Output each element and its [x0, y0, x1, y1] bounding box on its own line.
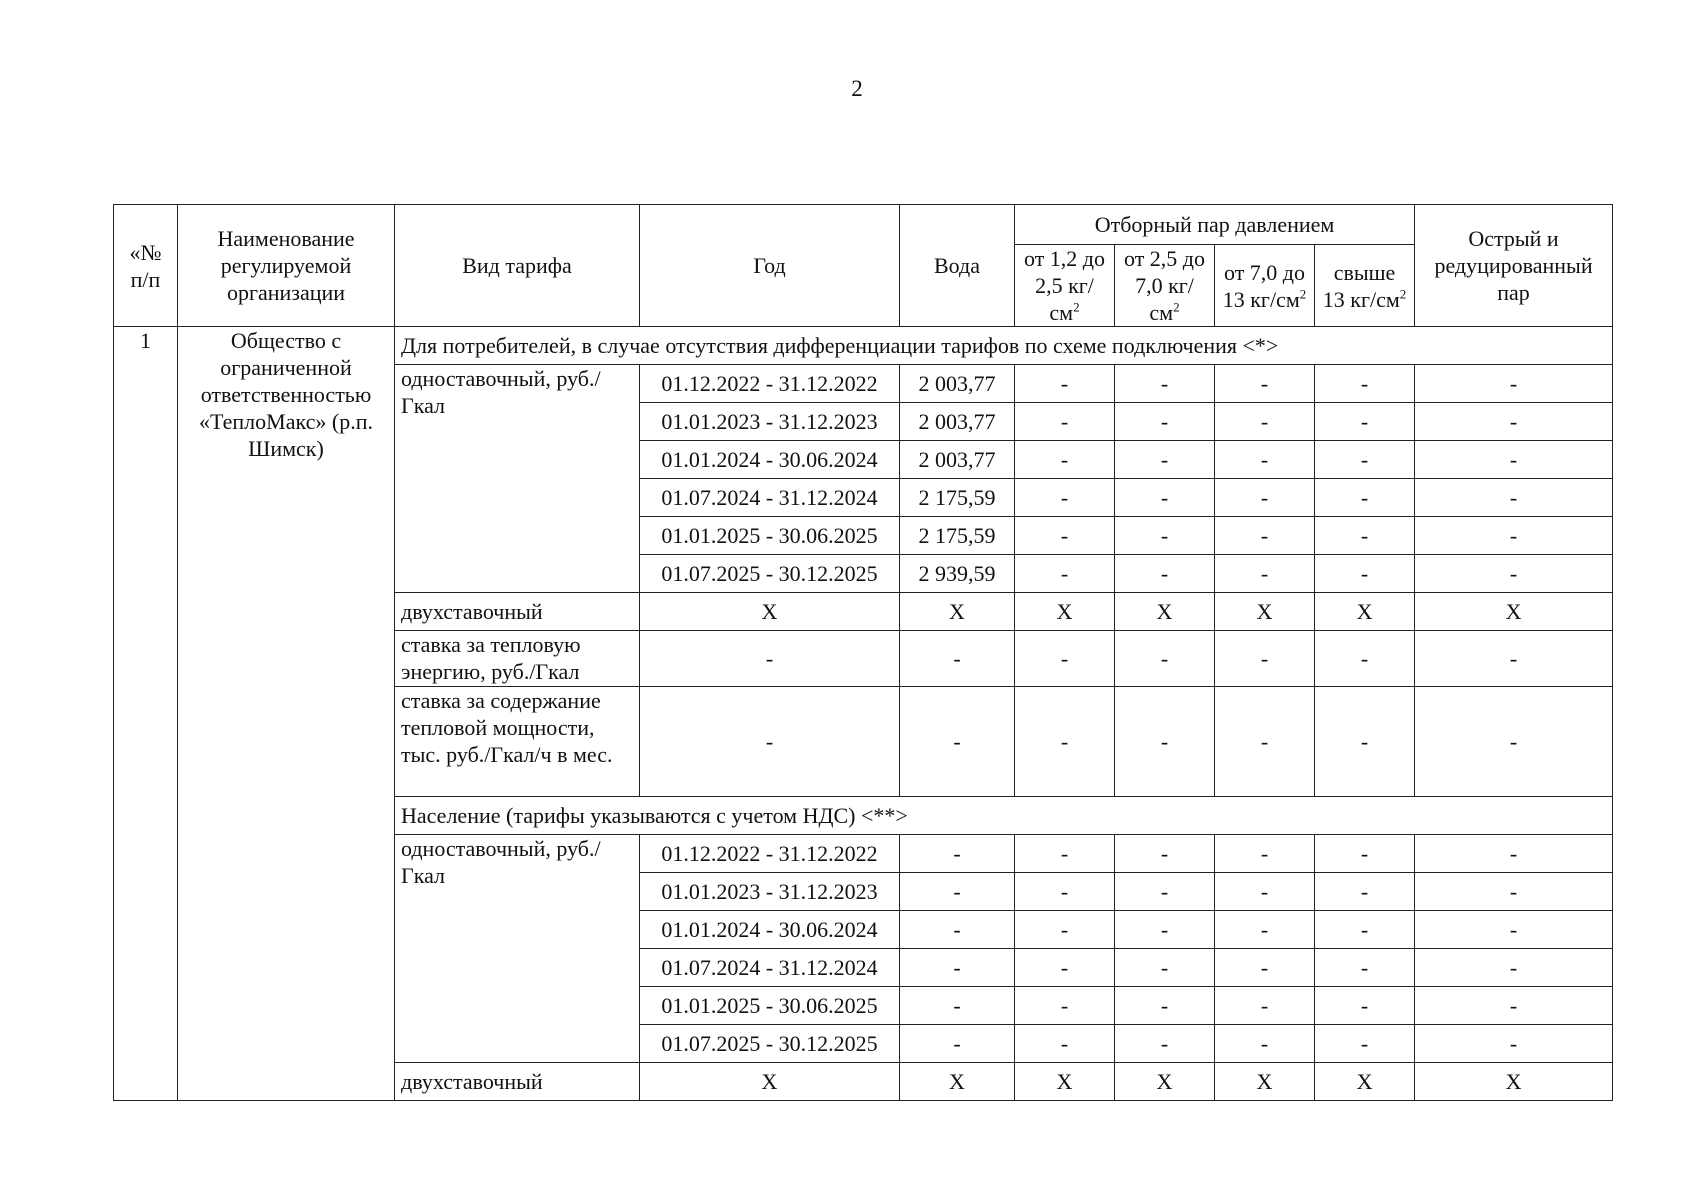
dash-cell: -: [640, 687, 900, 797]
period-cell: 01.01.2023 - 31.12.2023: [640, 403, 900, 441]
water-value: 2 175,59: [900, 479, 1015, 517]
header-pressure-2-sup: 2: [1173, 299, 1180, 315]
x-cell: X: [1015, 593, 1115, 631]
header-pressure-3: [1215, 245, 1315, 327]
org-name: Общество с ограниченной ответственностью «ТеплоМакс» (р.п. Шимск): [178, 327, 395, 1101]
dash-cell: -: [1415, 949, 1613, 987]
water-value: 2 003,77: [900, 441, 1015, 479]
x-cell: X: [1115, 1063, 1215, 1101]
dash-cell: -: [1115, 555, 1215, 593]
dash-cell: -: [1315, 441, 1415, 479]
dash-cell: -: [1415, 441, 1613, 479]
water-value: -: [900, 911, 1015, 949]
label-capacity-rate: ставка за содержание тепловой мощности, тыс. руб./Гкал/ч в мес.: [395, 687, 640, 797]
dash-cell: -: [1315, 987, 1415, 1025]
dash-cell: -: [1215, 555, 1315, 593]
dash-cell: -: [1315, 517, 1415, 555]
dash-cell: -: [1115, 987, 1215, 1025]
dash-cell: -: [1015, 555, 1115, 593]
period-cell: 01.01.2024 - 30.06.2024: [640, 441, 900, 479]
dash-cell: -: [1215, 911, 1315, 949]
x-cell: X: [1315, 1063, 1415, 1101]
dash-cell: -: [1115, 873, 1215, 911]
dash-cell: -: [1115, 911, 1215, 949]
section-population: Население (тарифы указываются с учетом НДС) <**>: [395, 797, 1613, 835]
x-cell: X: [900, 1063, 1015, 1101]
dash-cell: -: [1115, 631, 1215, 687]
header-pressure-3-sup: 2: [1299, 286, 1307, 302]
dash-cell: -: [1115, 479, 1215, 517]
label-two-rate-population: двухставочный: [395, 1063, 640, 1101]
dash-cell: -: [1415, 873, 1613, 911]
water-value: -: [900, 1025, 1015, 1063]
water-value: 2 939,59: [900, 555, 1015, 593]
dash-cell: -: [1115, 687, 1215, 797]
header-num: «№ п/п: [114, 205, 178, 327]
dash-cell: -: [1315, 479, 1415, 517]
dash-cell: -: [640, 631, 900, 687]
dash-cell: -: [1415, 517, 1613, 555]
x-cell: X: [640, 593, 900, 631]
header-selected-steam: Отборный пар давлением: [1015, 205, 1415, 245]
dash-cell: -: [1115, 949, 1215, 987]
header-pressure-1-sup: 2: [1073, 299, 1080, 315]
dash-cell: -: [900, 631, 1015, 687]
header-pressure-4-text: свыше 13 кг/см: [1322, 259, 1400, 312]
water-value: -: [900, 873, 1015, 911]
label-heat-rate: ставка за тепловую энергию, руб./Гкал: [395, 631, 640, 687]
dash-cell: -: [1215, 403, 1315, 441]
header-water: Вода: [900, 205, 1015, 327]
dash-cell: -: [1015, 873, 1115, 911]
dash-cell: -: [1315, 555, 1415, 593]
x-cell: X: [640, 1063, 900, 1101]
dash-cell: -: [1315, 949, 1415, 987]
dash-cell: -: [1215, 687, 1315, 797]
period-cell: 01.01.2024 - 30.06.2024: [640, 911, 900, 949]
org-number: 1: [114, 327, 178, 1101]
label-single-rate-population: одноставочный, руб./Гкал: [395, 835, 640, 1063]
dash-cell: -: [1015, 479, 1115, 517]
dash-cell: -: [1415, 479, 1613, 517]
dash-cell: -: [1415, 687, 1613, 797]
dash-cell: -: [1215, 949, 1315, 987]
x-cell: X: [1215, 593, 1315, 631]
dash-cell: -: [1315, 403, 1415, 441]
water-value: 2 003,77: [900, 365, 1015, 403]
dash-cell: -: [1015, 987, 1115, 1025]
x-cell: X: [1015, 1063, 1115, 1101]
dash-cell: -: [1215, 479, 1315, 517]
period-cell: 01.12.2022 - 31.12.2022: [640, 835, 900, 873]
dash-cell: -: [1415, 911, 1613, 949]
header-tariff-type: Вид тарифа: [395, 205, 640, 327]
period-cell: 01.01.2025 - 30.06.2025: [640, 987, 900, 1025]
dash-cell: -: [1115, 365, 1215, 403]
x-cell: X: [1215, 1063, 1315, 1101]
dash-cell: -: [1215, 365, 1315, 403]
period-cell: 01.12.2022 - 31.12.2022: [640, 365, 900, 403]
dash-cell: -: [1115, 835, 1215, 873]
dash-cell: -: [1115, 403, 1215, 441]
period-cell: 01.01.2023 - 31.12.2023: [640, 873, 900, 911]
dash-cell: -: [900, 687, 1015, 797]
period-cell: 01.07.2025 - 30.12.2025: [640, 555, 900, 593]
dash-cell: -: [1315, 365, 1415, 403]
dash-cell: -: [1215, 1025, 1315, 1063]
header-pressure-2: [1115, 245, 1215, 327]
water-value: -: [900, 987, 1015, 1025]
dash-cell: -: [1015, 949, 1115, 987]
dash-cell: -: [1015, 365, 1115, 403]
dash-cell: -: [1315, 687, 1415, 797]
dash-cell: -: [1315, 1025, 1415, 1063]
dash-cell: -: [1215, 441, 1315, 479]
header-pressure-4-sup: 2: [1399, 286, 1407, 302]
dash-cell: -: [1215, 631, 1315, 687]
header-organization: Наименование регулируемой организации: [178, 205, 395, 327]
dash-cell: -: [1415, 835, 1613, 873]
dash-cell: -: [1415, 403, 1613, 441]
label-single-rate-consumers: одноставочный, руб./Гкал: [395, 365, 640, 593]
header-sharp-steam: Острый и редуцированный пар: [1415, 205, 1613, 327]
period-cell: 01.07.2024 - 31.12.2024: [640, 479, 900, 517]
tariff-table: [113, 204, 1613, 1101]
dash-cell: -: [1315, 873, 1415, 911]
section-consumers: Для потребителей, в случае отсутствия дифференциации тарифов по схеме подключения <*>: [395, 327, 1613, 365]
x-cell: X: [1415, 1063, 1613, 1101]
dash-cell: -: [1015, 631, 1115, 687]
dash-cell: -: [1115, 1025, 1215, 1063]
water-value: 2 003,77: [900, 403, 1015, 441]
x-cell: X: [1115, 593, 1215, 631]
period-cell: 01.07.2025 - 30.12.2025: [640, 1025, 900, 1063]
x-cell: X: [1415, 593, 1613, 631]
header-pressure-1-text: от 1,2 до 2,5 кг/см: [1023, 246, 1106, 325]
period-cell: 01.01.2025 - 30.06.2025: [640, 517, 900, 555]
dash-cell: -: [1215, 873, 1315, 911]
dash-cell: -: [1015, 517, 1115, 555]
dash-cell: -: [1015, 1025, 1115, 1063]
header-pressure-2-text: от 2,5 до 7,0 кг/см: [1123, 246, 1206, 325]
dash-cell: -: [1015, 441, 1115, 479]
dash-cell: -: [1415, 1025, 1613, 1063]
dash-cell: -: [1215, 517, 1315, 555]
header-pressure-1: [1015, 245, 1115, 327]
water-value: 2 175,59: [900, 517, 1015, 555]
label-two-rate-consumers: двухставочный: [395, 593, 640, 631]
dash-cell: -: [1015, 687, 1115, 797]
dash-cell: -: [1215, 835, 1315, 873]
page-number: 2: [851, 76, 863, 101]
dash-cell: -: [1315, 835, 1415, 873]
dash-cell: -: [1215, 987, 1315, 1025]
dash-cell: -: [1115, 441, 1215, 479]
dash-cell: -: [1415, 631, 1613, 687]
dash-cell: -: [1315, 631, 1415, 687]
header-pressure-3-text: от 7,0 до 13 кг/см: [1222, 259, 1306, 312]
water-value: -: [900, 835, 1015, 873]
dash-cell: -: [1015, 911, 1115, 949]
x-cell: X: [900, 593, 1015, 631]
period-cell: 01.07.2024 - 31.12.2024: [640, 949, 900, 987]
header-pressure-4: [1315, 245, 1415, 327]
dash-cell: -: [1415, 987, 1613, 1025]
dash-cell: -: [1315, 911, 1415, 949]
header-year: Год: [640, 205, 900, 327]
dash-cell: -: [1015, 403, 1115, 441]
dash-cell: -: [1415, 555, 1613, 593]
water-value: -: [900, 949, 1015, 987]
dash-cell: -: [1015, 835, 1115, 873]
x-cell: X: [1315, 593, 1415, 631]
dash-cell: -: [1115, 517, 1215, 555]
dash-cell: -: [1415, 365, 1613, 403]
